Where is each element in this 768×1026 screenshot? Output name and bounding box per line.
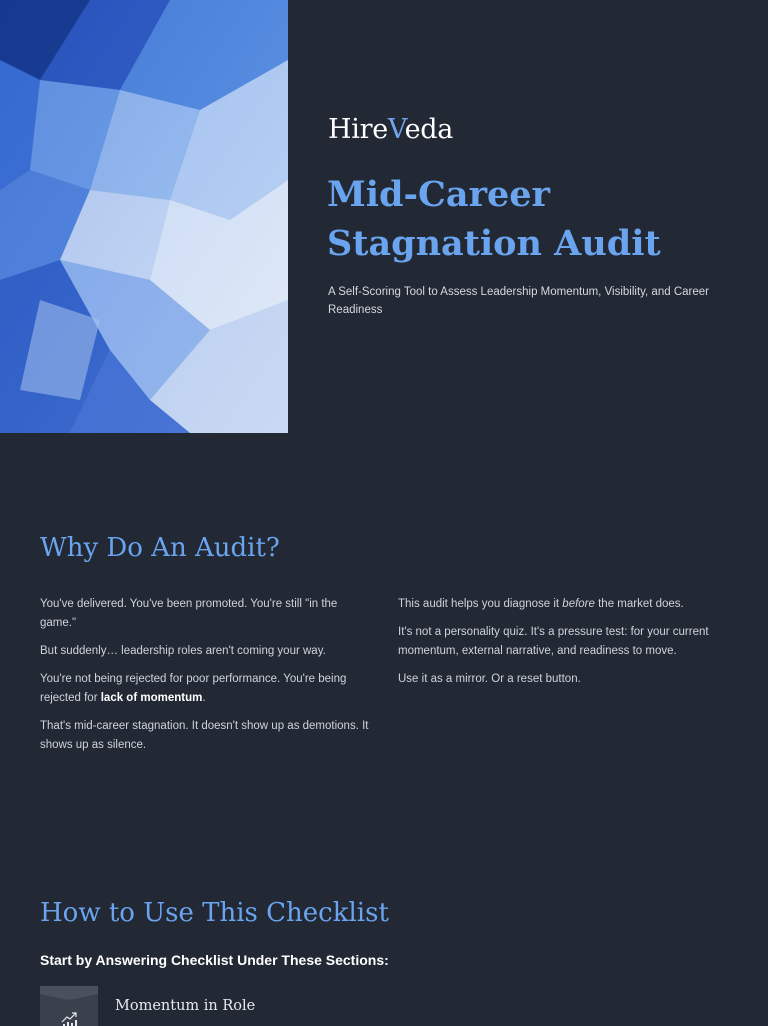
why-right-column — [398, 595, 728, 698]
why-paragraph — [40, 670, 370, 708]
brand-logo — [328, 114, 453, 145]
page-title: Mid-Career Stagnation Audit — [327, 174, 661, 264]
why-text: This audit helps you diagnose it — [398, 598, 563, 610]
brand-part3: eda — [404, 114, 454, 145]
why-paragraph: But suddenly… leadership roles aren't coming your way. — [40, 645, 326, 657]
how-to-use-heading: How to Use This Checklist — [40, 898, 389, 928]
page-subtitle: A Self-Scoring Tool to Assess Leadership Momentum, Visibility, and Career Readiness — [328, 286, 709, 316]
brand-accent-letter: V — [387, 114, 405, 145]
why-paragraph: You've delivered. You've been promoted. You're still "in the game." — [40, 598, 338, 629]
why-paragraph: Use it as a mirror. Or a reset button. — [398, 673, 581, 685]
why-text: . — [202, 692, 206, 704]
instructions-text: Start by Answering Checklist Under These Sections: — [40, 952, 389, 968]
italic-text: before — [562, 598, 595, 610]
why-paragraph: That's mid-career stagnation. It doesn't show up as demotions. It shows up as silence. — [40, 720, 369, 751]
why-audit-heading: Why Do An Audit? — [40, 533, 280, 563]
why-text: the market does. — [594, 598, 684, 610]
why-left-column — [40, 595, 370, 764]
trend-up-chart-icon — [40, 986, 98, 1026]
hero-abstract-image — [0, 0, 288, 433]
why-paragraph — [398, 595, 728, 614]
section-label: Momentum in Role — [115, 998, 256, 1014]
why-paragraph: It's not a personality quiz. It's a pressure test: for your current momentum, external narrative, and readiness to move. — [398, 626, 709, 657]
why-text: You're not being rejected for poor performance. You're being rejected for — [40, 673, 347, 704]
emphasis-text: lack of momentum — [100, 692, 203, 704]
checklist-section-momentum[interactable] — [40, 986, 440, 1026]
brand-part1: Hire — [328, 114, 388, 145]
